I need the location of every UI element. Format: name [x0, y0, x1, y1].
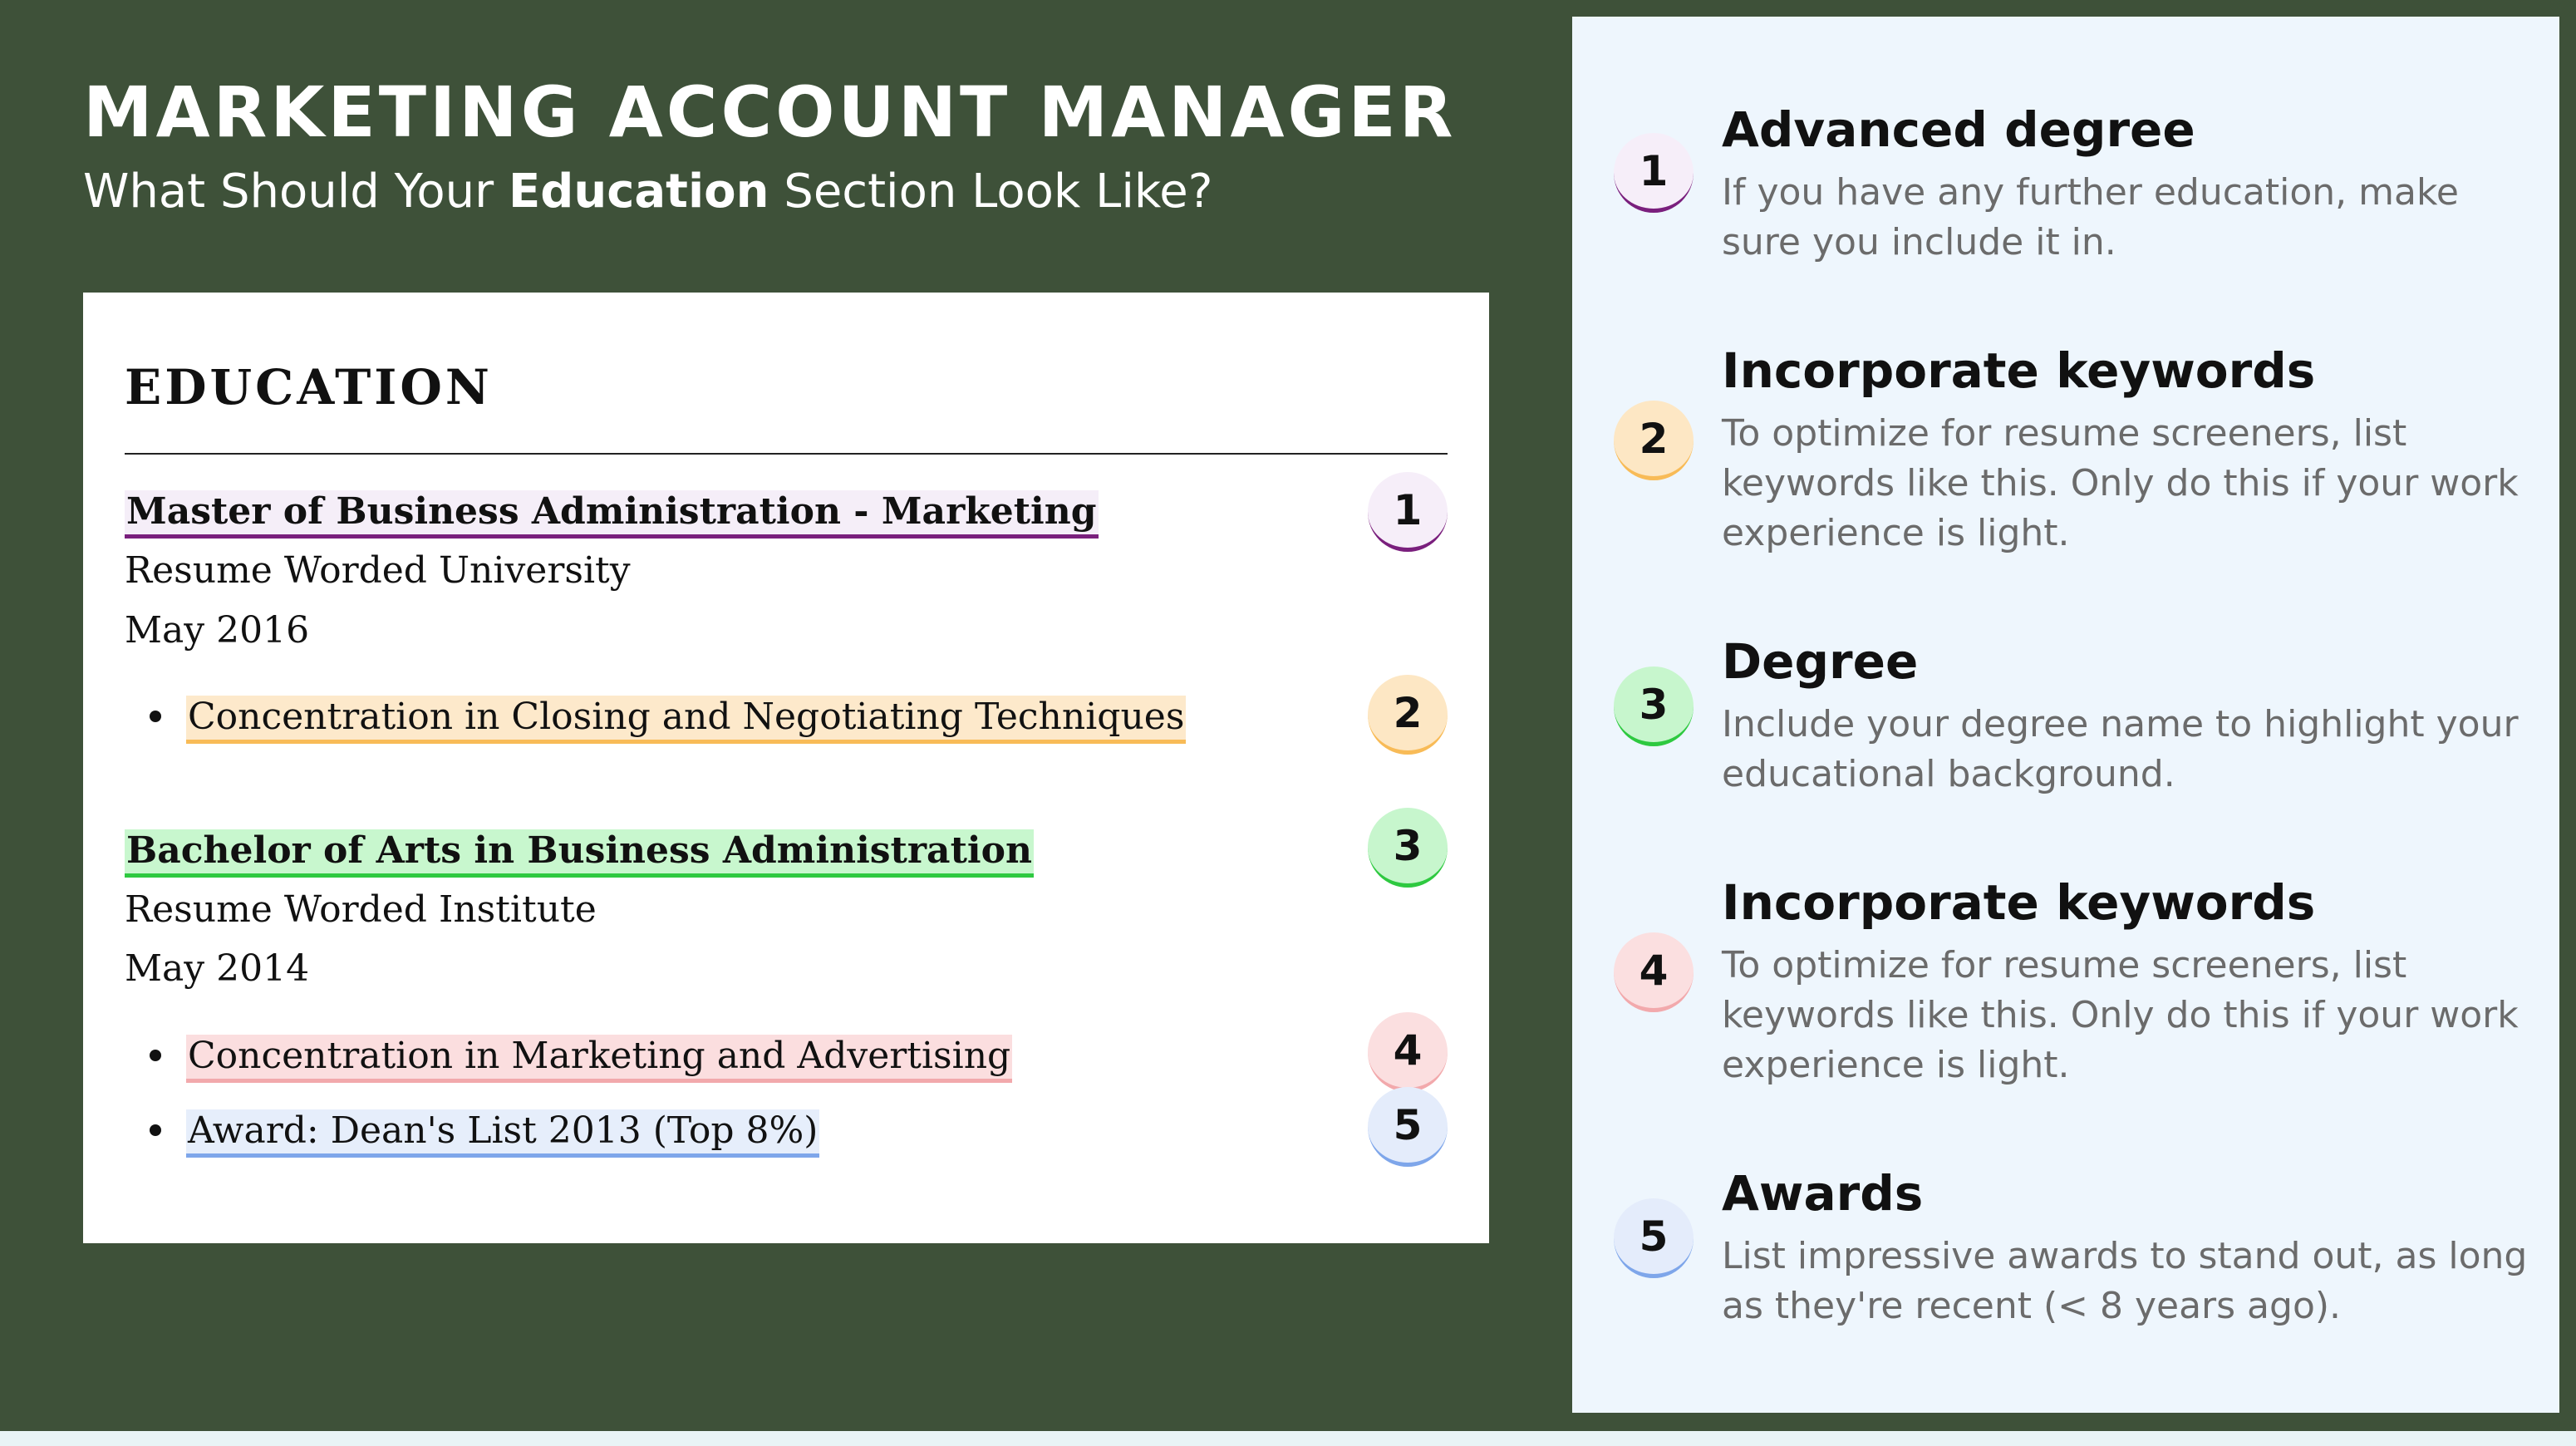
bottom-strip [0, 1431, 2576, 1446]
date-2: May 2014 [125, 947, 310, 990]
subtitle-bold-text: Education [508, 165, 769, 219]
tip-3-description: Include your degree name to highlight your educational background. [1722, 703, 2519, 795]
badge-1: 1 [1368, 472, 1448, 552]
tip-4-badge: 4 [1614, 932, 1694, 1012]
subtitle-text-before: What Should Your [83, 165, 509, 219]
bullet-1 [150, 696, 1186, 738]
tip-5-description: List impressive awards to stand out, as long as they're recent (< 8 years ago). [1722, 1235, 2528, 1327]
tip-2-badge: 2 [1614, 401, 1694, 480]
bullet-3-highlight: Award: Dean's List 2013 (Top 8%) [186, 1109, 819, 1158]
tips-panel [1572, 17, 2559, 1413]
tip-5-badge: 5 [1614, 1198, 1694, 1278]
bullet-3 [150, 1109, 819, 1152]
badge-5: 5 [1368, 1087, 1448, 1167]
badge-2: 2 [1368, 675, 1448, 755]
tip-2-title: Incorporate keywords [1722, 342, 2316, 399]
bullet-2-highlight: Concentration in Marketing and Advertising [186, 1035, 1012, 1083]
tip-3-badge: 3 [1614, 666, 1694, 746]
resume-education-card [83, 293, 1489, 1243]
tip-1-badge: 1 [1614, 133, 1694, 213]
bullet-dot [150, 1050, 161, 1061]
degree-2 [125, 829, 1034, 872]
badge-3: 3 [1368, 808, 1448, 888]
bullet-dot [150, 1124, 161, 1136]
tip-1-title: Advanced degree [1722, 101, 2195, 158]
bullet-1-highlight: Concentration in Closing and Negotiating Techniques [186, 696, 1186, 744]
tip-2-description: To optimize for resume screeners, list keywords like this. Only do this if your work experience is light. [1722, 412, 2519, 554]
tip-3-title: Degree [1722, 633, 1919, 690]
tip-5-title: Awards [1722, 1165, 1924, 1222]
tip-4-title: Incorporate keywords [1722, 874, 2316, 931]
page-title: MARKETING ACCOUNT MANAGER [83, 71, 1457, 153]
degree-1 [125, 490, 1099, 533]
degree-2-highlight: Bachelor of Arts in Business Administration [125, 829, 1034, 878]
badge-4: 4 [1368, 1012, 1448, 1092]
bullet-2 [150, 1035, 1012, 1077]
school-1: Resume Worded University [125, 549, 631, 592]
education-heading: EDUCATION [125, 359, 493, 416]
tip-4-description: To optimize for resume screeners, list keywords like this. Only do this if your work experience is light. [1722, 944, 2519, 1086]
tip-1-description: If you have any further education, make sure you include it in. [1722, 171, 2459, 263]
bullet-dot [150, 711, 161, 722]
date-1: May 2016 [125, 609, 310, 652]
subtitle-text-after: Section Look Like? [769, 165, 1213, 219]
page-subtitle [83, 165, 1212, 219]
school-2: Resume Worded Institute [125, 888, 597, 931]
degree-1-highlight: Master of Business Administration - Marketing [125, 490, 1099, 539]
heading-divider [125, 453, 1448, 455]
